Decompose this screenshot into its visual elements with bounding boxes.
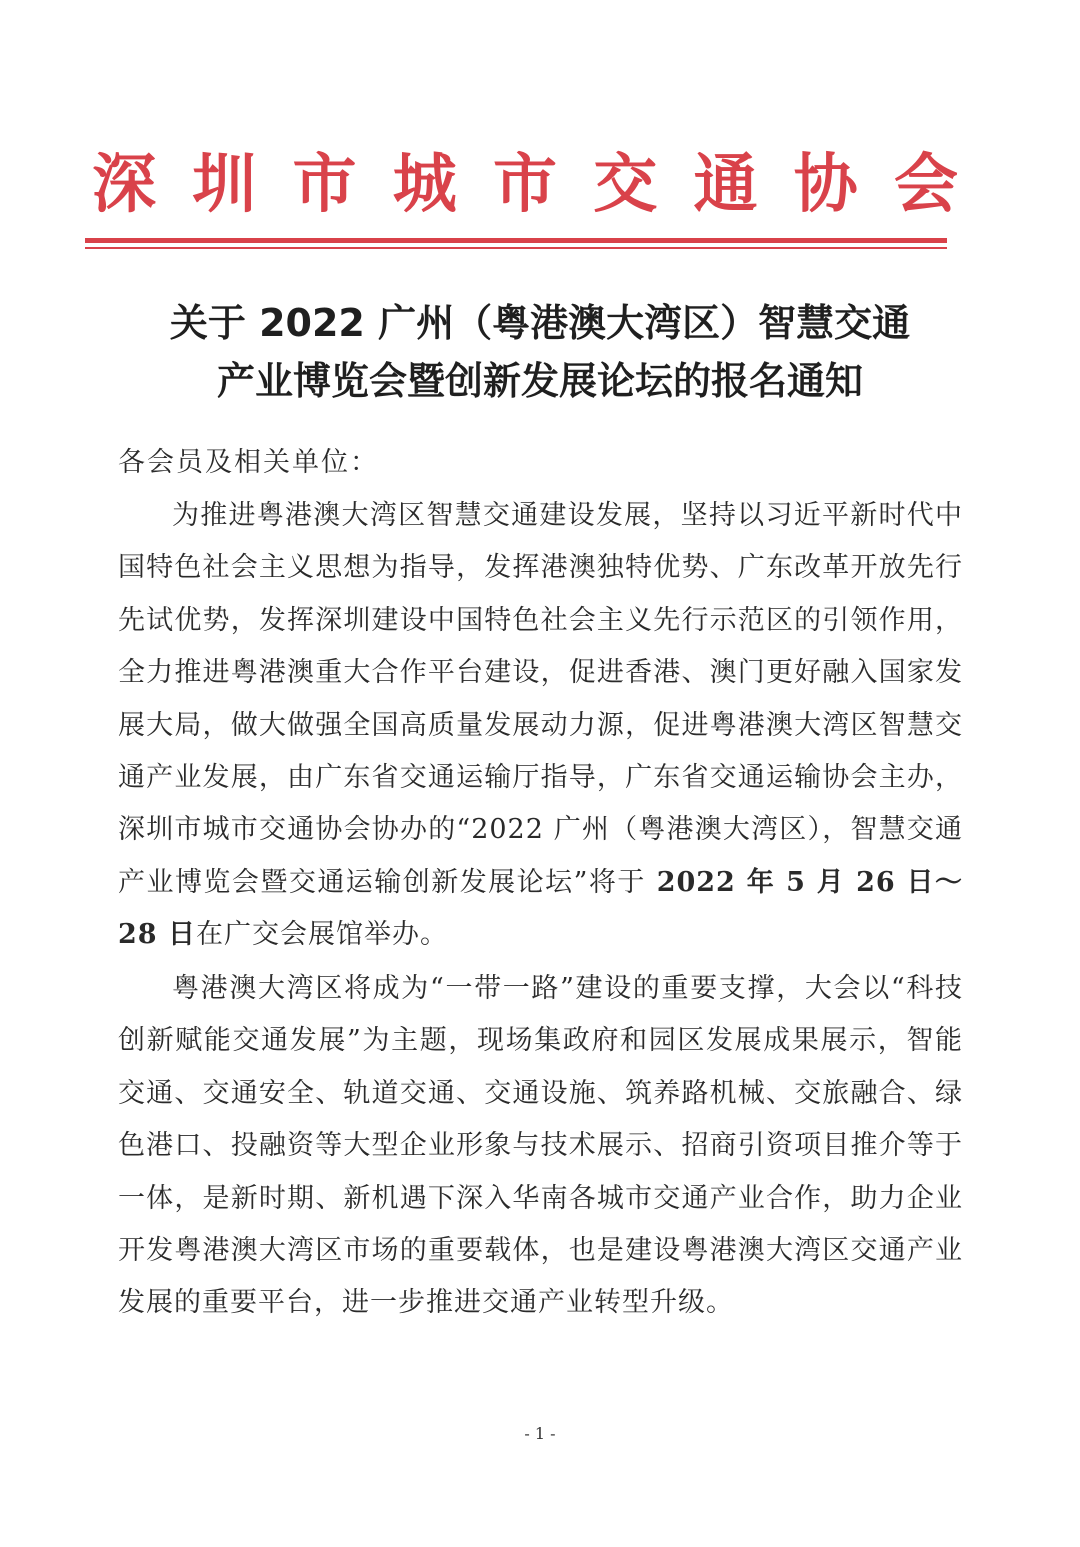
paragraph-text: 为推进粤港澳大湾区智慧交通建设发展，坚持以习近平新时代中国特色社会主义思想为指导，发挥港澳独特优势、广东改革开放先行先试优势，发挥深圳建设中国特色社会主义先行示范区的引领作用，全力推进粤港澳重大合作平台建设，促进香港、澳门更好融入国家发展大局，做大做强全国高质量发展动力源，促进粤港澳大湾区智慧交通产业发展，由广东省交通运输厅指导，广东省交通运输协会主办，深圳市城市交通协会协办的“2022 广州（粤港澳大湾区），智慧交通产业博览会暨交通运输创新发展论坛”将于 [118, 500, 963, 898]
letterhead-char: 会 [894, 148, 958, 222]
page-number: - 1 - [524, 1424, 556, 1443]
letterhead-char: 市 [493, 148, 557, 222]
organization-letterhead [85, 146, 965, 224]
body-paragraph-2: 粤港澳大湾区将成为“一带一路”建设的重要支撑，大会以“科技创新赋能交通发展”为主题，现场集政府和园区发展成果展示，智能交通、交通安全、轨道交通、交通设施、筑养路机械、交旅融合、绿色港口、投融资等大型企业形象与技术展示、招商引资项目推介等于一体，是新时期、新机遇下深入华南各城市交通产业合作，助力企业开发粤港澳大湾区市场的重要载体，也是建设粤港澳大湾区交通产业发展的重要平台，进一步推进交通产业转型升级。 [118, 973, 963, 1319]
letterhead-char: 交 [593, 148, 658, 222]
letterhead-char: 圳 [192, 148, 257, 222]
document-title-line-1: 关于 2022 广州（粤港澳大湾区）智慧交通 [169, 301, 911, 345]
paragraph-text: 在广交会展馆举办。 [195, 919, 448, 951]
letterhead-char: 通 [693, 148, 758, 222]
body-paragraph-1 [118, 490, 963, 962]
letterhead-char: 城 [392, 148, 457, 222]
letterhead-divider-thick [85, 238, 947, 243]
salutation: 各会员及相关单位： [118, 447, 379, 478]
letterhead-char: 市 [292, 148, 357, 222]
letterhead-char: 协 [793, 148, 858, 222]
event-date: 2022 年 5 月 26 日～28 日 [118, 866, 964, 951]
document-title-line-2: 产业博览会暨创新发展论坛的报名通知 [216, 359, 863, 403]
letterhead-divider-thin [85, 247, 947, 249]
letterhead-char: 深 [92, 148, 156, 222]
